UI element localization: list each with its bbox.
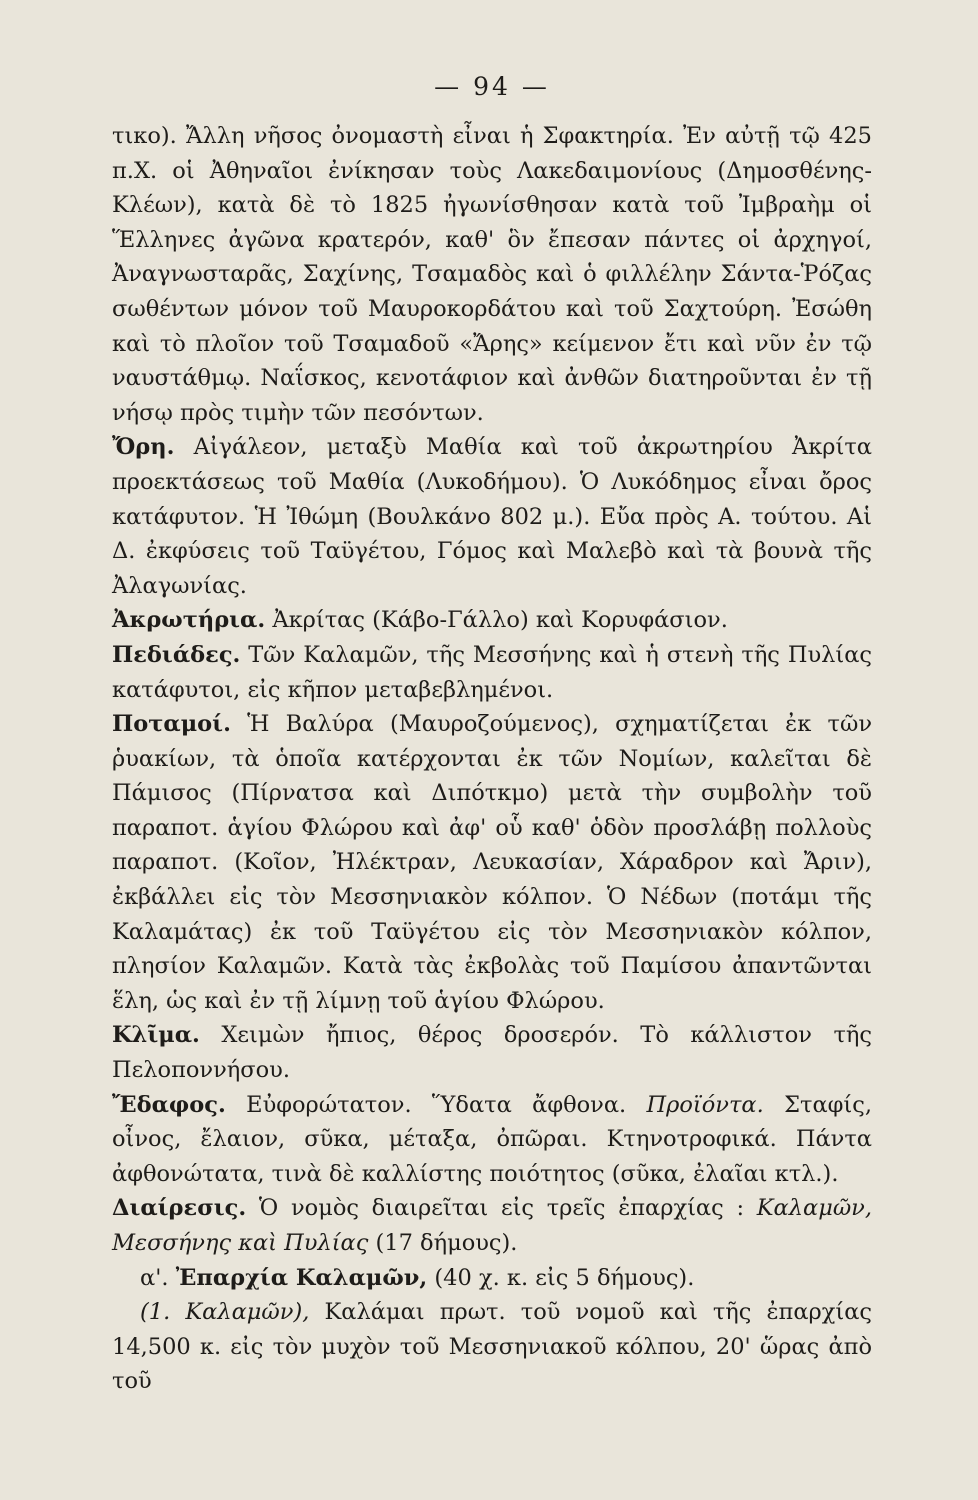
paragraph-klima: [112, 1018, 872, 1087]
item-number: α'.: [140, 1264, 169, 1291]
page-number: — 94 —: [434, 72, 550, 101]
paragraph-text: Σταφίς, οἶνος, ἔλαιον, σῦκα, μέταξα, ὀπῶραι. Κτηνοτροφικά. Πάντα ἀφθονώτατα, τινὰ δὲ καλλίστης ποιότητος (σῦκα, ἐλαῖαι κτλ.).: [112, 1091, 872, 1187]
paragraph-akrotiria: [112, 603, 872, 638]
section-heading-ori: Ὄρη.: [112, 434, 175, 461]
paragraph-text: Αἰγάλεον, μεταξὺ Μαθία καὶ τοῦ ἀκρωτηρίου Ἀκρίτα προεκτάσεως τοῦ Μαθία (Λυκοδήμου). Ὁ Λυκόδημος εἶναι ὄρος κατάφυτον. Ἡ Ἰθώμη (Βουλκάνο 802 μ.). Εὔα πρὸς Α. τούτου. Αἱ Δ. ἐκφύσεις τοῦ Ταϋγέτου, Γόμος καὶ Μαλεβὸ καὶ τὰ βουνὰ τῆς Ἀλαγωνίας.: [112, 434, 872, 599]
paragraph-text: (40 χ. κ. εἰς 5 δήμους).: [434, 1264, 695, 1291]
paragraph-diairesis: [112, 1191, 872, 1260]
section-heading-edafos: Ἔδαφος.: [112, 1091, 226, 1118]
section-heading-akrotiria: Ἀκρωτήρια.: [112, 607, 266, 634]
section-heading-eparchia: Ἐπαρχία Καλαμῶν,: [175, 1264, 428, 1291]
section-heading-klima: Κλῖμα.: [112, 1022, 200, 1049]
section-heading-potamoi: Ποταμοί.: [112, 711, 231, 738]
paragraph-eparchia-kalamon: [112, 1261, 872, 1296]
paragraph-edafos: [112, 1088, 872, 1192]
section-heading-pediades: Πεδιάδες.: [112, 641, 241, 668]
paragraph-text: τικο). Ἄλλη νῆσος ὀνομαστὴ εἶναι ἡ Σφακτηρία. Ἐν αὐτῇ τῷ 425 π.Χ. οἱ Ἀθηναῖοι ἐνίκησαν τοὺς Λακεδαιμονίους (Δημοσθένης-Κλέων), κατὰ δὲ τὸ 1825 ἠγωνίσθησαν κατὰ τοῦ Ἰμβραὴμ οἱ Ἕλληνες ἀγῶνα κρατερόν, καθ' ὃν ἔπεσαν πάντες οἱ ἀρχηγοί, Ἀναγνωσταρᾶς, Σαχίνης, Τσαμαδὸς καὶ ὁ φιλλέλην Σάντα-Ῥόζας σωθέντων μόνον τοῦ Μαυροκορδάτου καὶ τοῦ Σαχτούρη. Ἐσώθη καὶ τὸ πλοῖον τοῦ Τσαμαδοῦ «Ἄρης» κείμενον ἔτι καὶ νῦν ἐν τῷ ναυστάθμῳ. Ναΐσκος, κενοτάφιον καὶ ἀνθῶν διατηροῦνται ἐν τῇ νήσῳ πρὸς τιμὴν τῶν πεσόντων.: [112, 123, 872, 426]
paragraph-text: Τῶν Καλαμῶν, τῆς Μεσσήνης καὶ ἡ στενὴ τῆς Πυλίας κατάφυτοι, εἰς κῆπον μεταβεβλημένοι.: [112, 641, 872, 703]
paragraph-text: Καλάμαι πρωτ. τοῦ νομοῦ καὶ τῆς ἐπαρχίας 14,500 κ. εἰς τὸν μυχὸν τοῦ Μεσσηνιακοῦ κόλπου, 20' ὥρας ἀπὸ τοῦ: [112, 1299, 873, 1395]
paragraph-pediades: [112, 638, 872, 707]
italic-municipality: (1. Καλαμῶν),: [140, 1299, 310, 1326]
italic-provinces: Καλαμῶν, Μεσσήνης καὶ Πυλίας: [112, 1195, 873, 1256]
text-block: [112, 119, 872, 1399]
paragraph-ori: [112, 430, 872, 603]
paragraph-sfaktiria: [112, 119, 872, 430]
paragraph-text: Χειμὼν ἤπιος, θέρος δροσερόν. Τὸ κάλλιστον τῆς Πελοποννήσου.: [112, 1022, 872, 1084]
paragraph-text: (17 δήμους).: [375, 1230, 518, 1256]
paragraph-text: Ἡ Βαλύρα (Μαυροζούμενος), σχηματίζεται ἐκ τῶν ῥυακίων, τὰ ὁποῖα κατέρχονται ἐκ τῶν Νομίων, καλεῖται δὲ Πάμισος (Πίρνατσα καὶ Διπότκμο) μετὰ τὴν συμβολὴν τοῦ παραποτ. ἁγίου Φλώρου καὶ ἀφ' οὗ καθ' ὁδὸν προσλάβῃ πολλοὺς παραποτ. (Κοῖον, Ἠλέκτραν, Λευκασίαν, Χάραδρον καὶ Ἄριν), ἐκβάλλει εἰς τὸν Μεσσηνιακὸν κόλπον. Ὁ Νέδων (ποτάμι τῆς Καλαμάτας) ἐκ τοῦ Ταϋγέτου εἰς τὸν Μεσσηνιακὸν κόλπον, πλησίον Καλαμῶν. Κατὰ τὰς ἐκβολὰς τοῦ Παμίσου ἀπαντῶνται ἕλη, ὡς καὶ ἐν τῇ λίμνῃ τοῦ ἁγίου Φλώρου.: [112, 711, 872, 1014]
paragraph-text: Εὐφορώτατον. Ὕδατα ἄφθονα.: [246, 1091, 627, 1118]
paragraph-text: Ἀκρίτας (Κάβο-Γάλλο) καὶ Κορυφάσιον.: [272, 607, 728, 634]
paragraph-kalamai: [112, 1295, 872, 1399]
italic-term-proionta: Προϊόντα.: [646, 1091, 764, 1118]
paragraph-potamoi: [112, 707, 872, 1018]
section-heading-diairesis: Διαίρεσις.: [112, 1195, 247, 1222]
paragraph-text: Ὁ νομὸς διαιρεῖται εἰς τρεῖς ἐπαρχίας :: [258, 1195, 745, 1222]
